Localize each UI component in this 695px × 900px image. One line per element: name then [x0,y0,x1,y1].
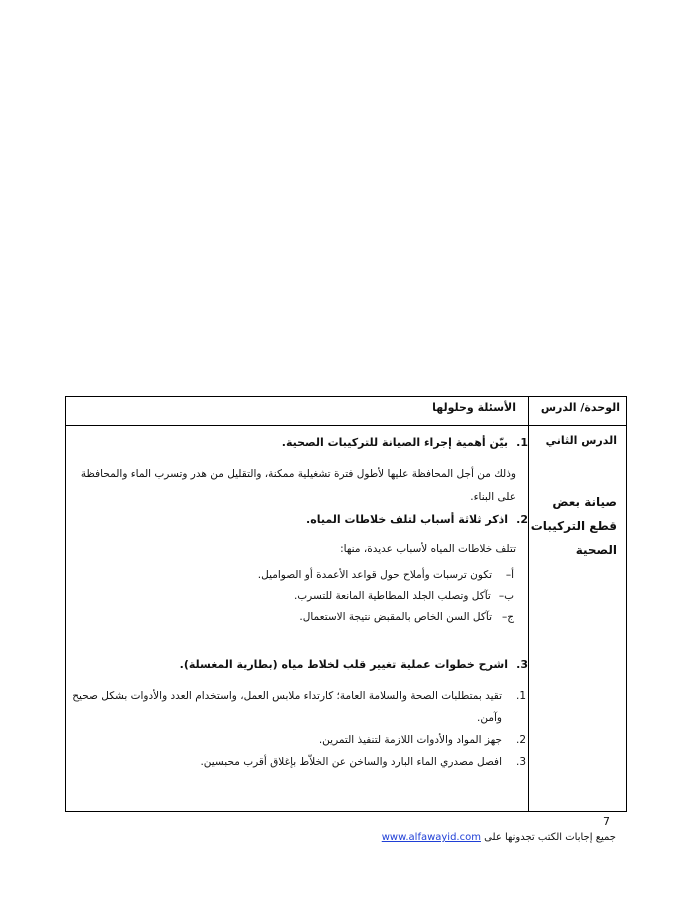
step-number: 3. [515,756,526,768]
footer-text: جميع إجابات الكتب تجدونها على [484,832,616,843]
step-text: جهز المواد والأدوات اللازمة لتنفيذ التمرين. [318,734,502,746]
list-item-text: تكون ترسبات وأملاح حول قواعد الأعمدة أو الصواميل. [257,569,492,581]
step-number: 1. [515,690,526,702]
step-number: 2. [515,734,526,746]
step-item [66,729,526,751]
question-text: اشرح خطوات عملية تغيير قلب لخلاط مياه (بطارية المغسلة). [179,658,508,671]
list-marker: أ– [505,569,514,581]
lesson-table [65,396,627,812]
question-2 [66,513,528,526]
step-item [66,751,526,773]
question-text: اذكر ثلاثة أسباب لتلف خلاطات المياه. [306,513,508,526]
list-item [66,607,514,628]
footer-link[interactable]: www.alfawayid.com [381,832,481,843]
page-number: 7 [603,815,610,828]
list-item-text: تآكل السن الخاص بالمقبض نتيجة الاستعمال. [299,611,492,623]
list-item-text: تآكل وتصلب الجلد المطاطية المانعة للتسرب. [293,590,491,602]
header-unit-cell: الوحدة/ الدرس [529,397,627,426]
footer [376,832,616,843]
list-marker: ب– [498,590,514,602]
question-1 [66,436,528,449]
step-text: افصل مصدري الماء البارد والساخن عن الخلاّط بإغلاق أقرب محبسين. [200,756,502,768]
table-header-row [66,397,627,426]
question-number: 3. [516,658,528,671]
answer-3-steps [66,685,528,773]
answer-1: وذلك من أجل المحافظة عليها لأطول فترة تشغيلية ممكنة، والتقليل من هدر وتسرب الماء والمحافظة على البناء. [80,468,516,503]
unit-cell [529,426,627,812]
list-marker: ج– [501,611,514,623]
question-number: 1. [516,436,528,449]
question-number: 2. [516,513,528,526]
step-item [66,685,526,729]
list-item [66,565,514,586]
list-item [66,586,514,607]
question-3 [66,658,528,671]
step-text: تقيد بمتطلبات الصحة والسلامة العامة؛ كارتداء ملابس العمل، واستخدام العدد والأدوات بشكل صحيح وآمن. [72,690,502,724]
answer-2-list [66,565,528,628]
question-text: بيّن أهمية إجراء الصيانة للتركيبات الصحية. [281,436,508,449]
table-body-row [66,426,627,812]
questions-cell [66,426,529,812]
answer-2-intro: تتلف خلاطات المياه لأسباب عديدة، منها: [340,543,516,555]
lesson-label: الدرس الثاني [545,434,617,447]
lesson-title: صيانة بعض قطع التركيبات الصحية [530,495,617,557]
header-questions-cell: الأسئلة وحلولها [66,397,529,426]
